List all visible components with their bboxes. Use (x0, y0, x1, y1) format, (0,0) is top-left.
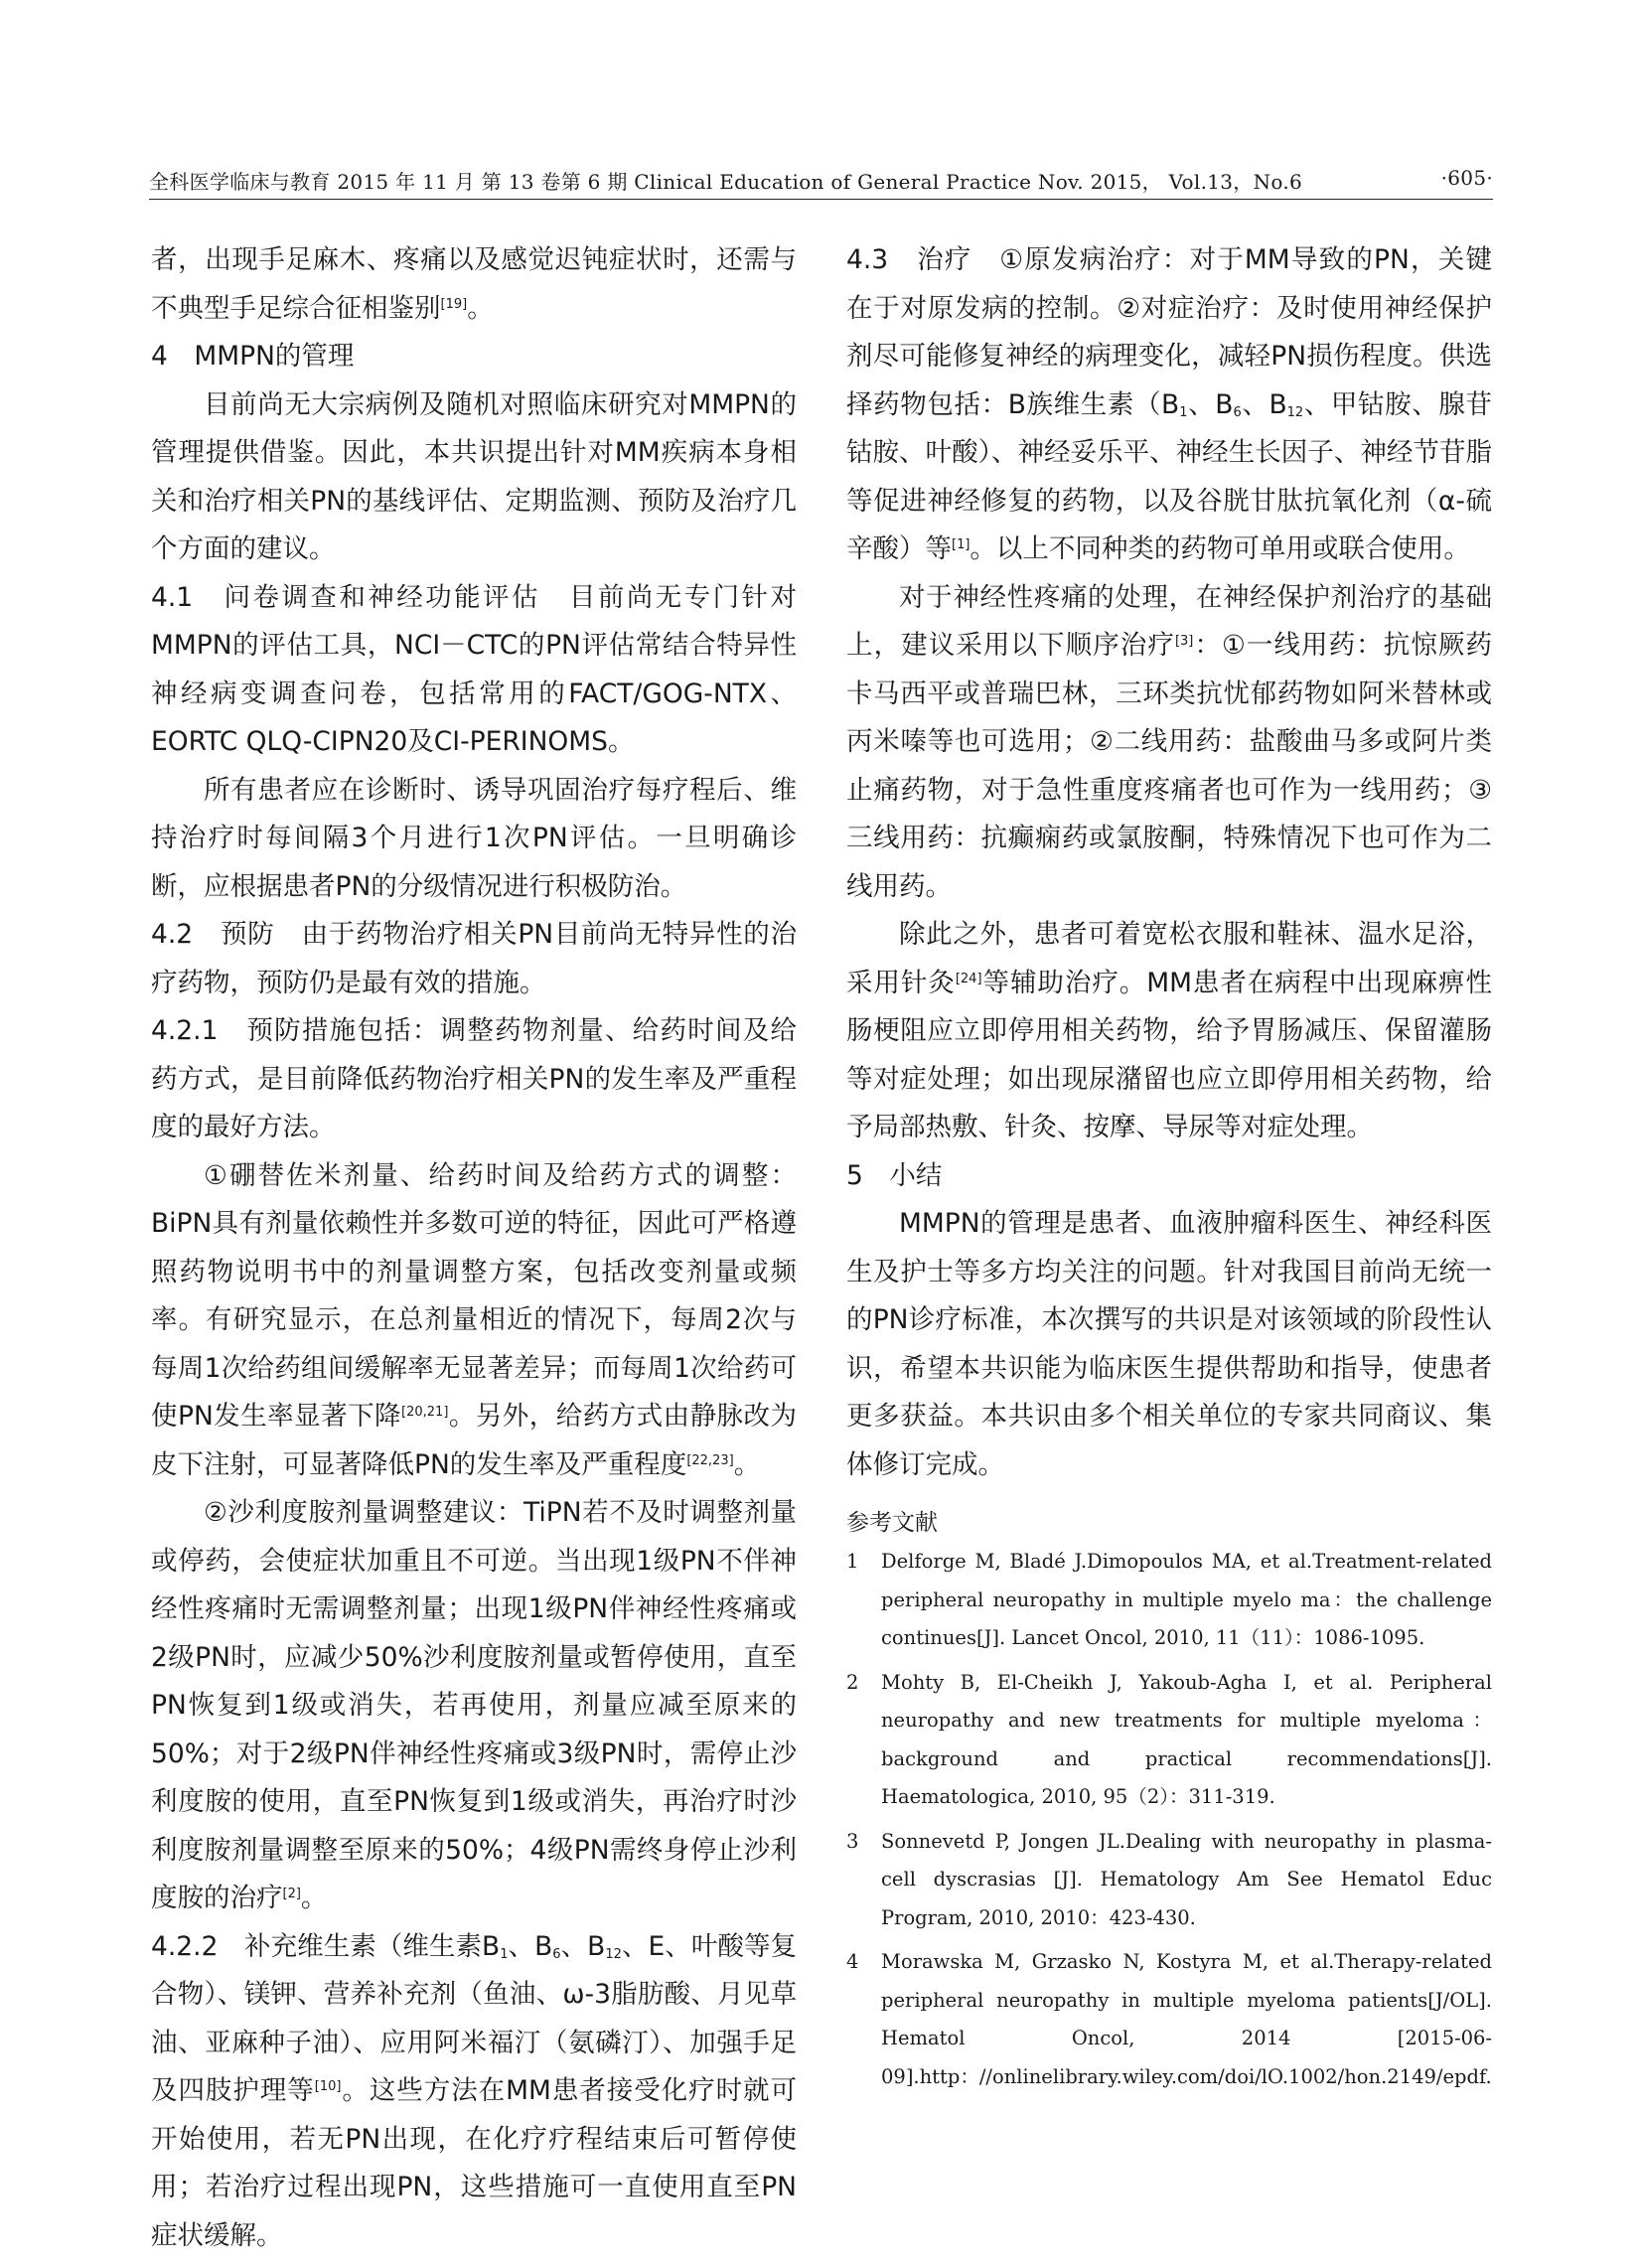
subsection-heading: 4.2.2 (151, 1930, 219, 1962)
citation[interactable]: [2] (282, 1887, 301, 1901)
paragraph: 对于神经性疼痛的处理，在神经保护剂治疗的基础上，建议采用以下顺序治疗[3]：①一线用药：抗惊厥药卡马西平或普瑞巴林，三环类抗忧郁药物如阿米替林或丙米嗪等也可选用；②二线用药：盐酸曲马多或阿片类止痛药物，对于急性重度疼痛者也可作为一线用药；③三线用药：抗癫痫药或氯胺酮，特殊情况下也可作为二线用药。 (846, 581, 1492, 902)
section-heading: 4 MMPN的管理 (151, 341, 355, 372)
reference-item: 2 Mohty B, El-Cheikh J, Yakoub-Agha I, et al. Peripheral neuropathy and new treatments for multiple myeloma：background and practical recommendations[J]. Haematologica, 2010, 95（2）：311-319. (846, 1664, 1492, 1817)
reference-item: 3 Sonnevetd P, Jongen JL.Dealing with neuropathy in plasma-cell dyscrasias [J]. Hematology Am See Hematol Educ Program, 2010, 2010：423-430. (846, 1823, 1492, 1938)
citation[interactable]: [24] (955, 971, 982, 986)
reference-item: 4 Morawska M, Grzasko N, Kostyra M, et al.Therapy-related peripheral neuropathy in multiple myeloma patients[J/OL]. Hematol Oncol, 2014 [2015-06-09].http：//onlinelibrary.wiley.com/doi/lO.1002/hon.2149/epdf. (846, 1943, 1492, 2096)
subsection-heading: 4.3 治疗 (846, 244, 972, 275)
subsection-heading: 4.1 问卷调查和神经功能评估 (151, 581, 540, 613)
reference-number: 1 (846, 1550, 859, 1573)
paragraph: 所有患者应在诊断时、诱导巩固治疗每疗程后、维持治疗时每间隔3个月进行1次PN评估。一旦明确诊断，应根据患者PN的分级情况进行积极防治。 (151, 774, 797, 902)
citation[interactable]: [1] (952, 537, 970, 552)
running-header (149, 163, 1493, 200)
subsection-heading: 4.2.1 (151, 1015, 219, 1046)
citation[interactable]: [10] (314, 2079, 342, 2094)
reference-item: 1 Delforge M, Bladé J.Dimopoulos MA, et al.Treatment-related peripheral neuropathy in multiple myelo ma：the challenge continues[J]. Lancet Oncol, 2010, 11（11）：1086-1095. (846, 1543, 1492, 1658)
paragraph: 除此之外，患者可着宽松衣服和鞋袜、温水足浴，采用针灸[24]等辅助治疗。MM患者在病程中出现麻痹性肠梗阻应立即停用相关药物，给予胃肠减压、保留灌肠等对症处理；如出现尿潴留也应立即停用相关药物，给予局部热敷、针灸、按摩、导尿等对症处理。 (846, 919, 1493, 1142)
right-column (846, 236, 1492, 2102)
paragraph: 4.2.2 补充维生素（维生素$B_1$、$B_6$、$B_{12}$、E、叶酸等复合物）、镁钾、营养补充剂（鱼油、ω-3脂肪酸、月见草油、亚麻种子油）、应用阿米福汀（氨磷汀）、加强手足及四肢护理等[10]。这些方法在MM患者接受化疗时就可开始使用，若无PN出现，在化疗疗程结束后可暂停使用；若治疗过程出现PN，这些措施可一直使用直至PN症状缓解。 (151, 1930, 797, 2251)
citation[interactable]: [20,21] (401, 1405, 449, 1420)
citation[interactable]: [3] (1174, 634, 1194, 649)
subsection-heading: 4.2 预防 (151, 919, 275, 950)
left-column (151, 236, 797, 2260)
paragraph: MMPN的管理是患者、血液肿瘤科医生、神经科医生及护士等多方均关注的问题。针对我国目前尚无统一的PN诊疗标准，本次撰写的共识是对该领域的阶段性认识，希望本共识能为临床医生提供帮助和指导，使患者更多获益。本共识由多个相关单位的专家共同商议、集体修订完成。 (846, 1208, 1492, 1480)
paragraph: ②沙利度胺剂量调整建议：TiPN若不及时调整剂量或停药，会使症状加重且不可逆。当出现1级PN不伴神经性疼痛时无需调整剂量；出现1级PN伴神经性疼痛或2级PN时，应减少50%沙利度胺剂量或暂停使用，直至PN恢复到1级或消失，若再使用，剂量应减至原来的50%；对于2级PN伴神经性疼痛或3级PN时，需停止沙利度胺的使用，直至PN恢复到1级或消失，再治疗时沙利度胺剂量调整至原来的50%；4级PN需终身停止沙利度胺的治疗[2]。 (151, 1497, 797, 1913)
references (846, 1503, 1492, 2096)
page-number: ·605· (1440, 166, 1493, 190)
paragraph: 4.1 问卷调查和神经功能评估 目前尚无专门针对MMPN的评估工具，NCI－CTC的PN评估常结合特异性神经病变调查问卷，包括常用的FACT/GOG-NTX、EORTC QLQ-CIPN20及CI-PERINOMS。 (151, 581, 797, 757)
reference-number: 3 (846, 1829, 859, 1853)
paragraph: 者，出现手足麻木、疼痛以及感觉迟钝症状时，还需与不典型手足综合征相鉴别[19]。 (151, 244, 797, 324)
references-title: 参考文献 (846, 1510, 938, 1536)
citation[interactable]: [22,23] (686, 1452, 734, 1468)
paragraph: 4.2.1 预防措施包括：调整药物剂量、给药时间及给药方式，是目前降低药物治疗相关PN的发生率及严重程度的最好方法。 (151, 1015, 797, 1142)
paragraph: 4.3 治疗 ①原发病治疗：对于MM导致的PN，关键在于对原发病的控制。②对症治疗：及时使用神经保护剂尽可能修复神经的病理变化，减轻PN损伤程度。供选择药物包括：B族维生素（$B_1$、$B_6$、$B_{12}$、甲钴胺、腺苷钴胺、叶酸）、神经妥乐平、神经生长因子、神经节苷脂等促进神经修复的药物，以及谷胱甘肽抗氧化剂（α-硫辛酸）等[1]。以上不同种类的药物可单用或联合使用。 (846, 244, 1493, 564)
reference-number: 2 (846, 1670, 859, 1694)
section-heading: 5 小结 (846, 1159, 943, 1191)
journal-info: 全科医学临床与教育 2015 年 11 月 第 13 卷第 6 期 Clinical Education of General Practice Nov. 2015， Vol.13，No.6 (149, 170, 1303, 194)
citation[interactable]: [19] (440, 296, 468, 312)
reference-number: 4 (846, 1950, 859, 1973)
paragraph: 目前尚无大宗病例及随机对照临床研究对MMPN的管理提供借鉴。因此，本共识提出针对MM疾病本身相关和治疗相关PN的基线评估、定期监测、预防及治疗几个方面的建议。 (151, 388, 797, 564)
paragraph: ①硼替佐米剂量、给药时间及给药方式的调整：BiPN具有剂量依赖性并多数可逆的特征，因此可严格遵照药物说明书中的剂量调整方案，包括改变剂量或频率。有研究显示，在总剂量相近的情况下，每周2次与每周1次给药组间缓解率无显著差异；而每周1次给药可使PN发生率显著下降[20,21]。另外，给药方式由静脉改为皮下注射，可显著降低PN的发生率及严重程度[22,23]。 (151, 1159, 797, 1480)
paragraph: 4.2 预防 由于药物治疗相关PN目前尚无特异性的治疗药物，预防仍是最有效的措施。 (151, 919, 797, 998)
